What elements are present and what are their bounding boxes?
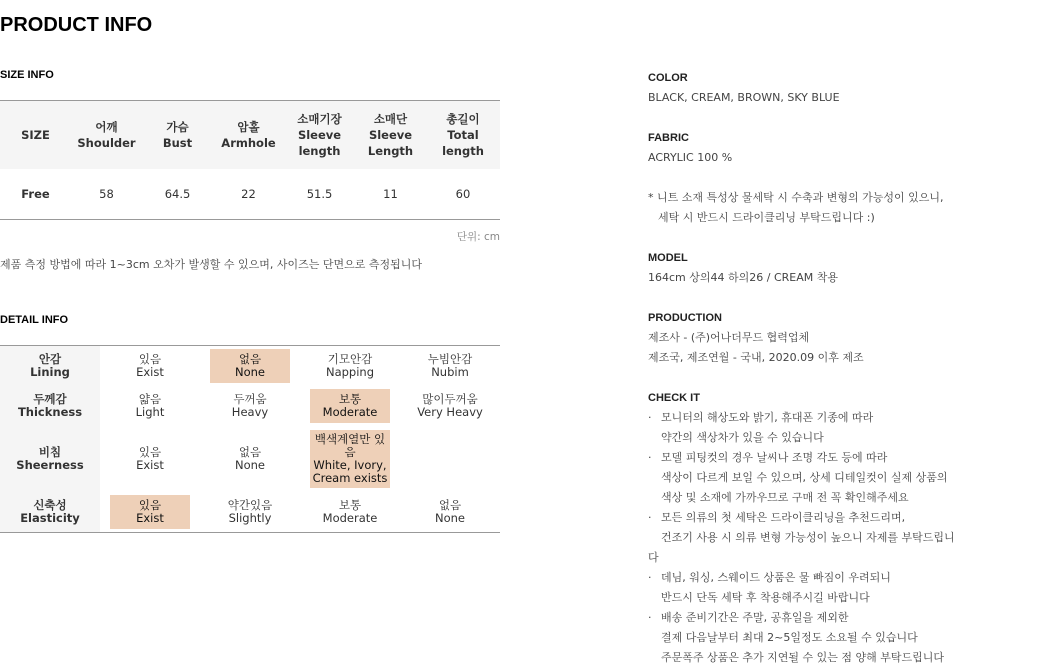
shoulder-cell: 58 xyxy=(99,187,114,201)
armhole-header: 암홀 Armhole xyxy=(213,101,284,170)
page-title: PRODUCT INFO xyxy=(0,14,153,36)
lining-option-exist: 있음 Exist xyxy=(136,352,164,379)
check-it-heading: CHECK IT xyxy=(648,392,700,404)
unit-label: 단위: cm xyxy=(456,231,500,243)
sheerness-empty-cell xyxy=(400,426,500,492)
lining-row xyxy=(0,346,500,387)
list-item: · 데님, 워싱, 스웨이드 상품은 물 빠짐이 우려되니 반드시 단독 세탁 후 착용해주시길 바랍니다 xyxy=(648,568,1048,608)
bullet-dot: · xyxy=(648,571,652,584)
total-length-cell: 60 xyxy=(455,187,471,201)
production-line1: 제조사 - (주)어나더무드 협력업체 xyxy=(648,331,810,344)
lining-option-napping: 기모안감 Napping xyxy=(325,352,375,379)
lining-label: 안감 Lining xyxy=(0,346,100,387)
size-table xyxy=(0,100,500,220)
total-length-header: 총길이 Total length xyxy=(426,101,500,170)
list-item: · 모니터의 해상도와 밝기, 휴대폰 기종에 따라 약간의 색상차가 있을 수 있습니다 xyxy=(648,408,1048,448)
thickness-option-heavy: 두꺼움 Heavy xyxy=(231,392,269,419)
thickness-option-moderate: 보통 Moderate xyxy=(310,389,390,423)
list-item: · 모델 피팅컷의 경우 날씨나 조명 각도 등에 따라 색상이 다르게 보일 수 있으며, 상세 디테일컷이 실제 상품의 색상 및 소재에 가까우므로 구매 전 꼭 확인해주세요 xyxy=(648,448,1048,508)
size-table-header xyxy=(0,101,500,170)
fabric-value: ACRYLIC 100 % xyxy=(648,151,733,164)
bullet-dot: · xyxy=(648,451,652,464)
fabric-note-line1: * 니트 소재 특성상 물세탁 시 수축과 변형의 가능성이 있으니, xyxy=(648,191,944,204)
elasticity-row xyxy=(0,492,500,533)
sleeve-length-header: 소매기장 Sleeve length xyxy=(284,101,355,170)
measure-note: 제품 측정 방법에 따라 1~3cm 오차가 발생할 수 있으며, 사이즈는 단면으로 측정됩니다 xyxy=(0,258,422,271)
elasticity-label: 신축성 Elasticity xyxy=(0,492,100,533)
detail-table xyxy=(0,345,500,533)
thickness-row xyxy=(0,386,500,426)
elasticity-option-exist: 있음 Exist xyxy=(110,495,190,529)
sheerness-option-white-only: 백색계열만 있음 White, Ivory, Cream exists xyxy=(310,430,390,488)
table-row xyxy=(0,169,500,220)
shoulder-header: 어깨 Shoulder xyxy=(71,101,142,170)
model-value: 164cm 상의44 하의26 / CREAM 착용 xyxy=(648,271,838,284)
thickness-option-very-heavy: 많이두꺼움 Very Heavy xyxy=(417,392,483,419)
production-line2: 제조국, 제조연월 - 국내, 2020.09 이후 제조 xyxy=(648,351,864,364)
color-value: BLACK, CREAM, BROWN, SKY BLUE xyxy=(648,91,840,104)
bullet-dot: · xyxy=(648,611,652,624)
model-heading: MODEL xyxy=(648,252,688,264)
production-heading: PRODUCTION xyxy=(648,312,722,324)
size-info-title: SIZE INFO xyxy=(0,69,54,81)
sheerness-option-exist: 있음 Exist xyxy=(136,445,164,472)
check-it-list xyxy=(648,408,1048,668)
size-header: SIZE xyxy=(0,101,71,170)
product-info-panel xyxy=(648,68,1048,668)
bust-cell: 64.5 xyxy=(164,187,191,201)
lining-option-nubim: 누빔안감 Nubim xyxy=(427,352,473,379)
elasticity-option-moderate: 보통 Moderate xyxy=(322,498,378,525)
list-item: · 모든 의류의 첫 세탁은 드라이클리닝을 추천드리며, 건조기 사용 시 의류 변형 가능성이 높으니 자제를 부탁드립니 다 xyxy=(648,508,1048,568)
thickness-option-light: 얇음 Light xyxy=(135,392,165,419)
sheerness-option-none: 없음 None xyxy=(234,445,265,472)
lining-option-none: 없음 None xyxy=(210,349,290,383)
sleeve-length-cell: 51.5 xyxy=(306,187,333,201)
size-cell: Free xyxy=(21,187,50,201)
bust-header: 가슴 Bust xyxy=(142,101,213,170)
fabric-note-line2: 세탁 시 반드시 드라이클리닝 부탁드립니다 :) xyxy=(658,211,875,224)
sheerness-row xyxy=(0,426,500,492)
armhole-cell: 22 xyxy=(241,187,256,201)
sheerness-label: 비침 Sheerness xyxy=(0,426,100,492)
sleeve-end-header: 소매단 Sleeve Length xyxy=(355,101,426,170)
color-heading: COLOR xyxy=(648,72,688,84)
bullet-dot: · xyxy=(648,511,652,524)
bullet-dot: · xyxy=(648,411,652,424)
elasticity-option-slightly: 약간있음 Slightly xyxy=(227,498,273,525)
thickness-label: 두께감 Thickness xyxy=(0,386,100,426)
detail-info-title: DETAIL INFO xyxy=(0,314,69,326)
sleeve-end-cell: 11 xyxy=(383,187,398,201)
list-item: · 배송 준비기간은 주말, 공휴일을 제외한 결제 다음날부터 최대 2~5일정도 소요될 수 있습니다 주문폭주 상품은 추가 지연될 수 있는 점 양해 부탁드립니다 xyxy=(648,608,1048,668)
elasticity-option-none: 없음 None xyxy=(434,498,465,525)
fabric-heading: FABRIC xyxy=(648,132,689,144)
